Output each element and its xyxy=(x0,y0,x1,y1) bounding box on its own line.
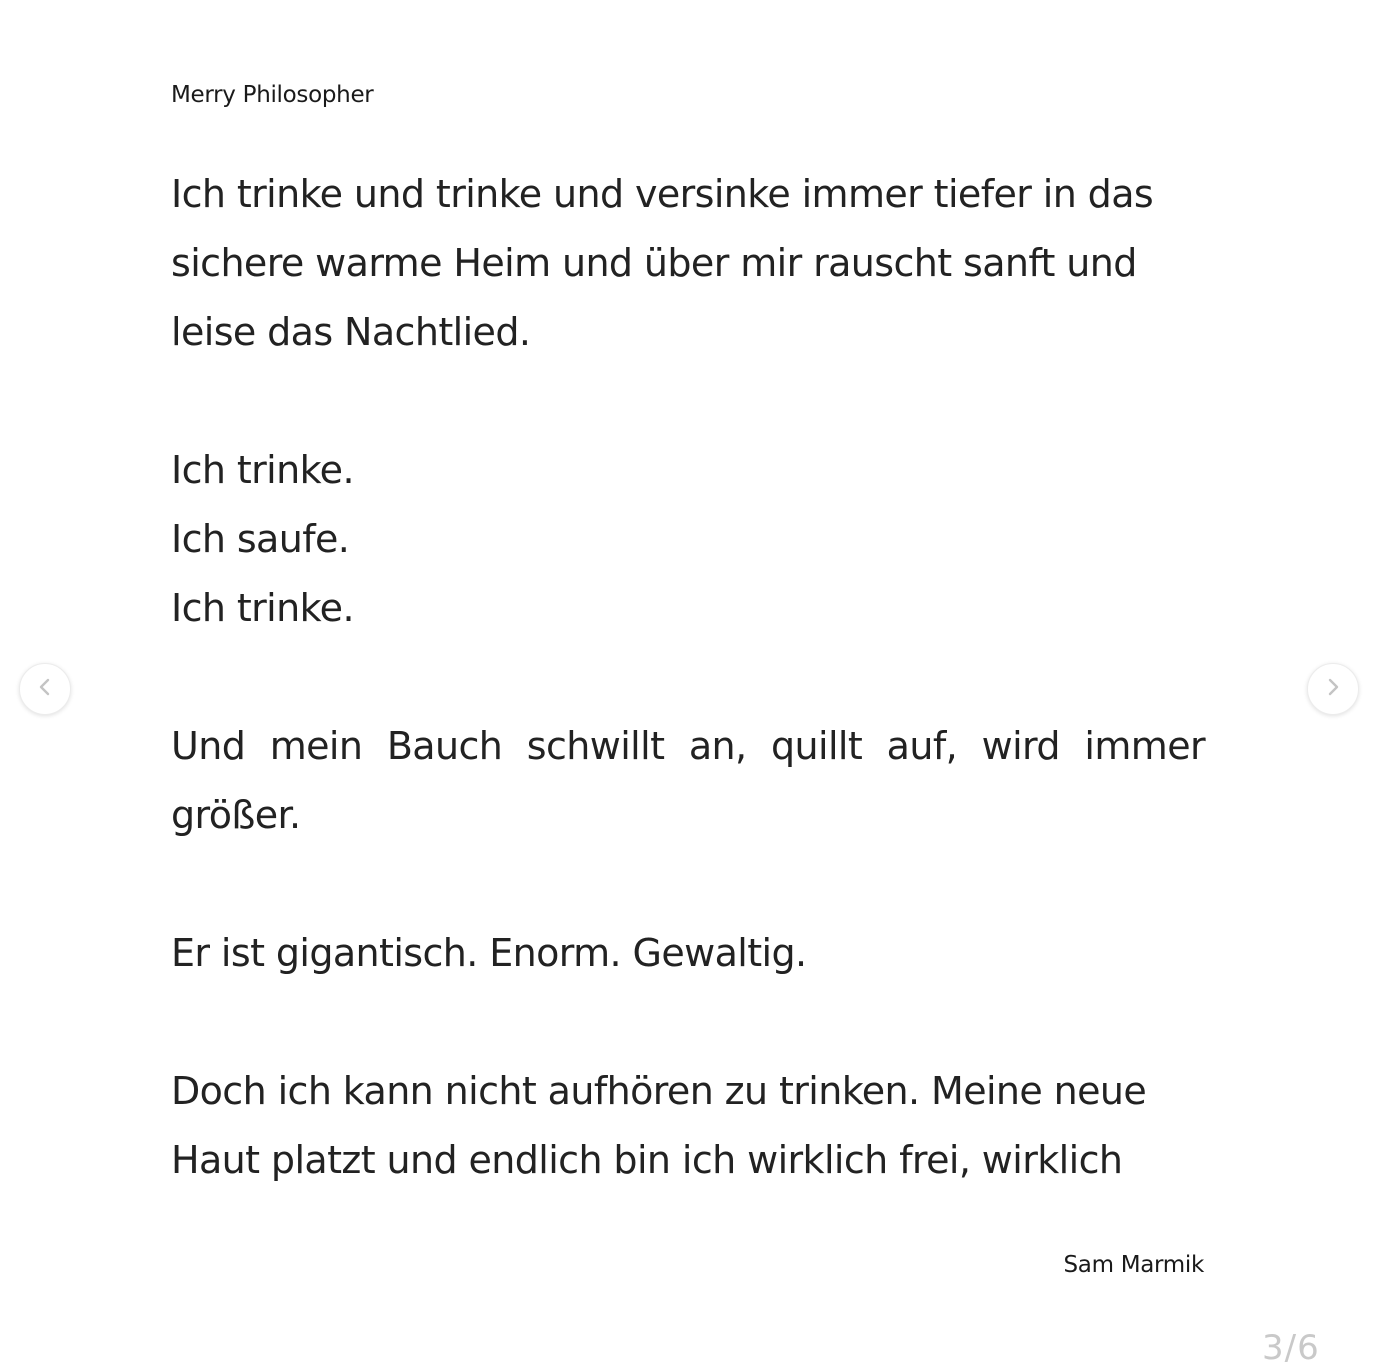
text-line: Haut platzt und endlich bin ich wirklich frei, wirklich xyxy=(171,1138,1123,1182)
next-slide-button[interactable] xyxy=(1307,663,1359,715)
text-line: Ich saufe. xyxy=(171,517,350,561)
text-line: Ich trinke und trinke und versinke immer tiefer in das xyxy=(171,172,1154,216)
text-line: leise das Nachtlied. xyxy=(171,310,531,354)
author-signature: Sam Marmik xyxy=(1063,1252,1204,1278)
paragraph-3 xyxy=(171,712,1205,850)
text-line: Er ist gigantisch. Enorm. Gewaltig. xyxy=(171,931,807,975)
paragraph-1 xyxy=(171,160,1205,367)
text-body xyxy=(171,160,1205,1195)
text-line: Und mein Bauch schwillt an, quillt auf, wird immer xyxy=(171,724,1205,768)
text-line: Ich trinke. xyxy=(171,586,354,630)
text-line: sichere warme Heim und über mir rauscht sanft und xyxy=(171,241,1137,285)
chevron-right-icon xyxy=(1323,677,1343,701)
chevron-left-icon xyxy=(35,677,55,701)
page-counter: 3/6 xyxy=(1262,1328,1320,1368)
text-line: Doch ich kann nicht aufhören zu trinken. Meine neue xyxy=(171,1069,1147,1113)
paragraph-5 xyxy=(171,1057,1205,1195)
text-line: Ich trinke. xyxy=(171,448,354,492)
page-title: Merry Philosopher xyxy=(171,82,374,108)
paragraph-4 xyxy=(171,919,1205,988)
previous-slide-button[interactable] xyxy=(19,663,71,715)
paragraph-2 xyxy=(171,436,1205,643)
text-line: größer. xyxy=(171,793,301,837)
